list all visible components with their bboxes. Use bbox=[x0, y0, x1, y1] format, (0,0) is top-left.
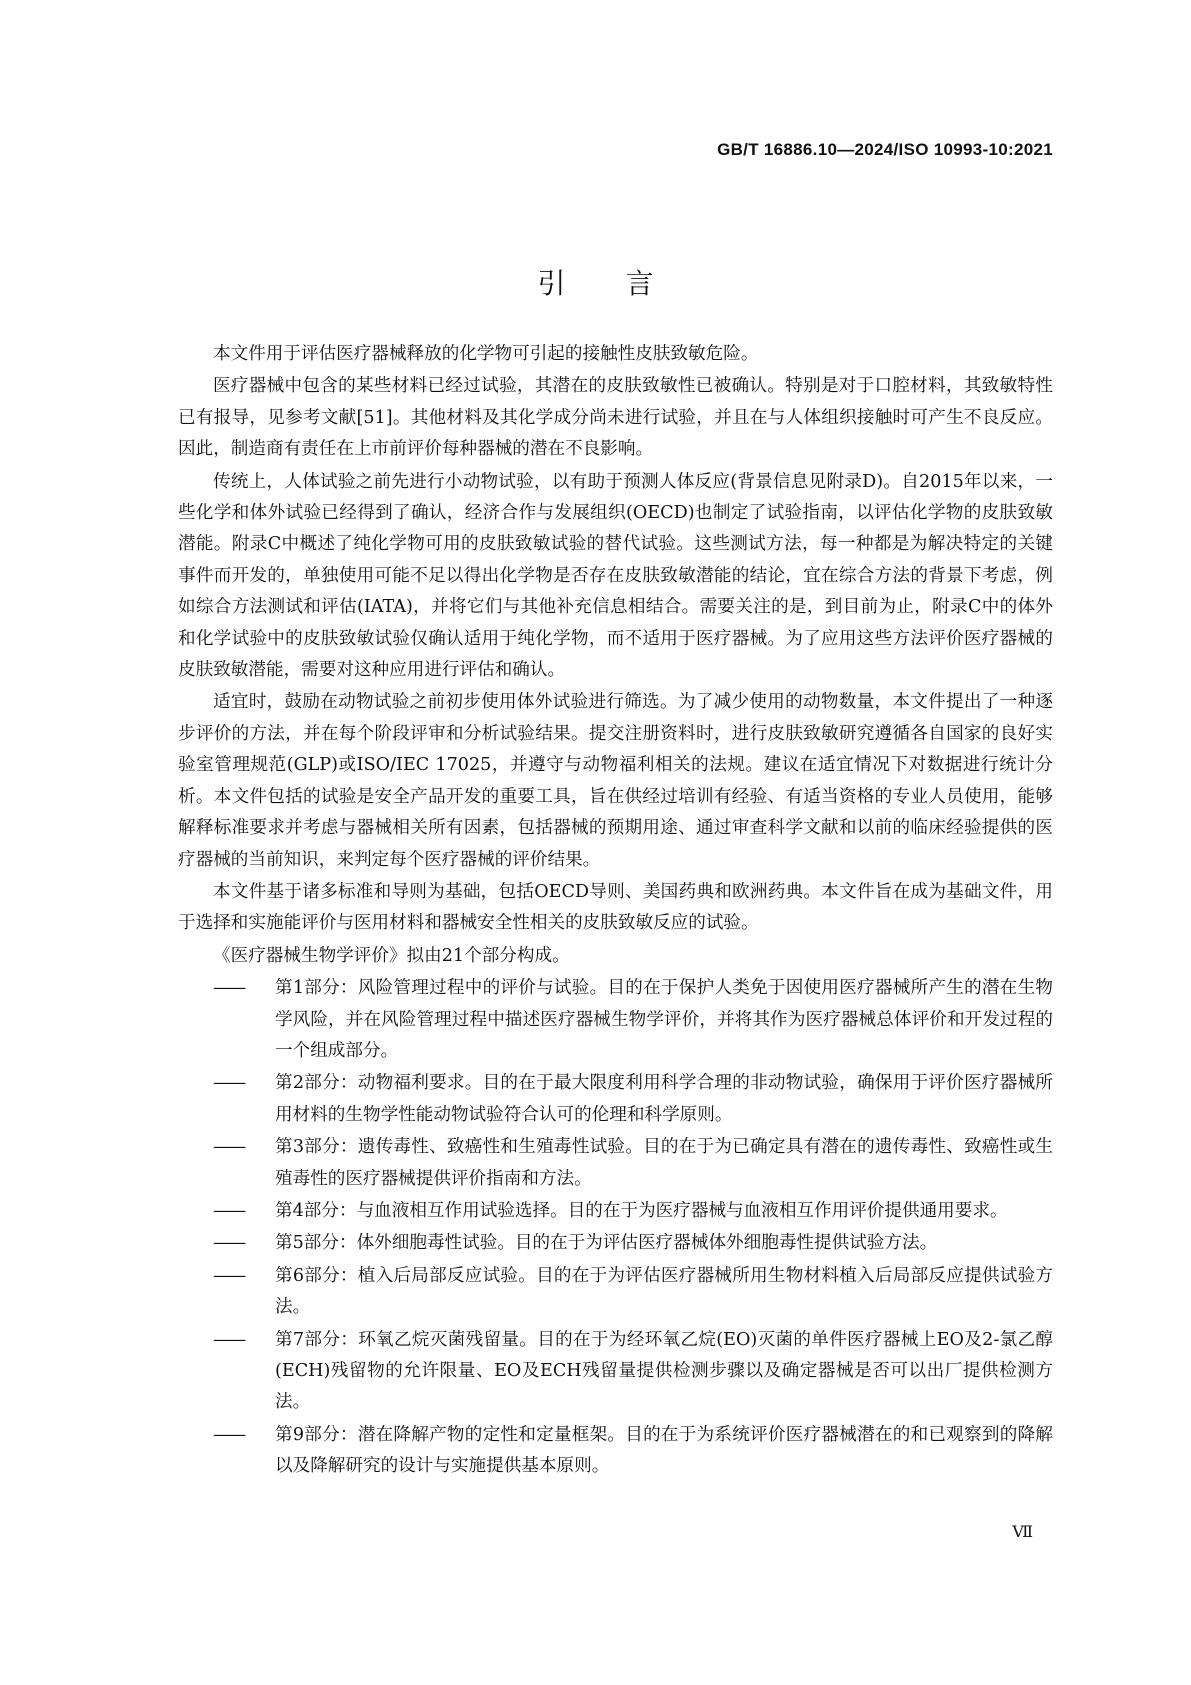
list-item bbox=[178, 1228, 1053, 1259]
paragraph: 本文件基于诸多标准和导则为基础，包括OECD导则、美国药典和欧洲药典。本文件旨在成为基础文件，用于选择和实施能评价与医用材料和器械安全性相关的皮肤致敏反应的试验。 bbox=[178, 881, 1053, 934]
paragraph: 医疗器械中包含的某些材料已经过试验，其潜在的皮肤致敏性已被确认。特别是对于口腔材料，其致敏特性已有报导，见参考文献[51]。其他材料及其化学成分尚未进行试验，并且在与人体组织接触时可产生不良反应。因此，制造商有责任在上市前评价每种器械的潜在不良影响。 bbox=[178, 376, 1053, 460]
part-description: 第6部分：植入后局部反应试验。目的在于为评估医疗器械所用生物材料植入后局部反应提供试验方法。 bbox=[275, 1265, 1053, 1318]
part-description: 第5部分：体外细胞毒性试验。目的在于为评估医疗器械体外细胞毒性提供试验方法。 bbox=[275, 1233, 938, 1254]
document-body bbox=[178, 339, 1053, 1484]
dash-marker: —— bbox=[213, 1200, 245, 1221]
page-title: 引言 bbox=[537, 266, 714, 300]
list-item bbox=[178, 1068, 1053, 1131]
dash-marker: —— bbox=[213, 1137, 245, 1158]
list-item bbox=[178, 1196, 1053, 1227]
dash-marker: —— bbox=[213, 1329, 245, 1350]
list-item bbox=[178, 973, 1053, 1067]
list-item bbox=[178, 1132, 1053, 1195]
list-item bbox=[178, 1261, 1053, 1324]
paragraph: 传统上，人体试验之前先进行小动物试验，以有助于预测人体反应(背景信息见附录D)。自2015年以来，一些化学和体外试验已经得到了确认，经济合作与发展组织(OECD)也制定了试验指南，以评估化学物的皮肤致敏潜能。附录C中概述了纯化学物可用的皮肤致敏试验的替代试验。这些测试方法，每一种都是为解决特定的关键事件而开发的，单独使用可能不足以得出化学物是否存在皮肤致敏潜能的结论，宜在综合方法的背景下考虑，例如综合方法测试和评估(IATA)，并将它们与其他补充信息相结合。需要关注的是，到目前为止，附录C中的体外和化学试验中的皮肤致敏试验仅确认适用于纯化学物，而不适用于医疗器械。为了应用这些方法评价医疗器械的皮肤致敏潜能，需要对这种应用进行评估和确认。 bbox=[178, 471, 1053, 681]
dash-marker: —— bbox=[213, 978, 245, 999]
part-description: 第7部分：环氧乙烷灭菌残留量。目的在于为经环氧乙烷(EO)灭菌的单件医疗器械上EO及2-氯乙醇(ECH)残留物的允许限量、EO及ECH残留量提供检测步骤以及确定器械是否可以出厂提供检测方法。 bbox=[275, 1329, 1053, 1413]
paragraph: 《医疗器械生物学评价》拟由21个部分构成。 bbox=[213, 945, 570, 966]
dash-marker: —— bbox=[213, 1265, 245, 1286]
dash-marker: —— bbox=[213, 1073, 245, 1094]
list-item bbox=[178, 1325, 1053, 1419]
list-item bbox=[178, 1420, 1053, 1483]
part-description: 第9部分：潜在降解产物的定性和定量框架。目的在于为系统评价医疗器械潜在的和已观察到的降解以及降解研究的设计与实施提供基本原则。 bbox=[275, 1424, 1053, 1477]
part-description: 第1部分：风险管理过程中的评价与试验。目的在于保护人类免于因使用医疗器械所产生的潜在生物学风险，并在风险管理过程中描述医疗器械生物学评价，并将其作为医疗器械总体评价和开发过程的一个组成部分。 bbox=[275, 978, 1053, 1061]
page-number: Ⅶ bbox=[1012, 1522, 1033, 1541]
part-description: 第2部分：动物福利要求。目的在于最大限度利用科学合理的非动物试验，确保用于评价医疗器械所用材料的生物学性能动物试验符合认可的伦理和科学原则。 bbox=[275, 1073, 1053, 1125]
part-description: 第3部分：遗传毒性、致癌性和生殖毒性试验。目的在于为已确定具有潜在的遗传毒性、致癌性或生殖毒性的医疗器械提供评价指南和方法。 bbox=[275, 1137, 1053, 1189]
paragraph: 本文件用于评估医疗器械释放的化学物可引起的接触性皮肤致敏危险。 bbox=[213, 344, 759, 364]
parts-list bbox=[178, 973, 1053, 1483]
dash-marker: —— bbox=[213, 1424, 245, 1445]
paragraph: 适宜时，鼓励在动物试验之前初步使用体外试验进行筛选。为了减少使用的动物数量，本文件提出了一种逐步评价的方法，并在每个阶段评审和分析试验结果。提交注册资料时，进行皮肤致敏研究遵循各自国家的良好实验室管理规范(GLP)或ISO/IEC 17025，并遵守与动物福利相关的法规。建议在适宜情况下对数据进行统计分析。本文件包括的试验是安全产品开发的重要工具，旨在供经过培训有经验、有适当资格的专业人员使用，能够解释标准要求并考虑与器械相关所有因素，包括器械的预期用途、通过审查科学文献和以前的临床经验提供的医疗器械的当前知识，来判定每个医疗器械的评价结果。 bbox=[178, 692, 1053, 870]
part-description: 第4部分：与血液相互作用试验选择。目的在于为医疗器械与血液相互作用评价提供通用要求。 bbox=[275, 1200, 1008, 1221]
standard-code-header: GB/T 16886.10—2024/ISO 10993-10:2021 bbox=[717, 140, 1053, 159]
dash-marker: —— bbox=[213, 1233, 245, 1254]
